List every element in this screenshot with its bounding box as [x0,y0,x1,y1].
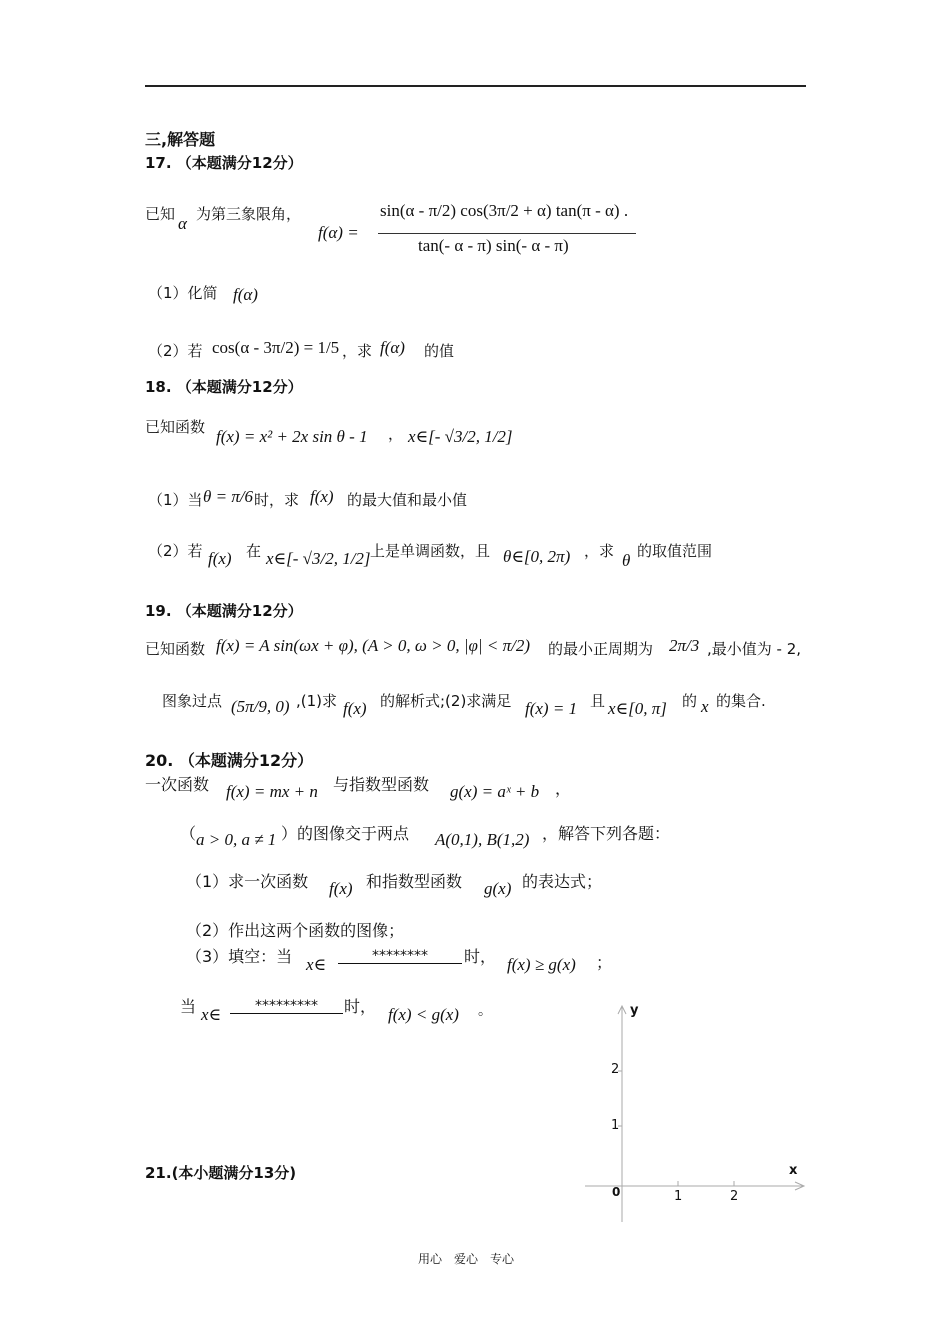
q17-fraction [378,188,638,256]
q18-part2-text: 上是单调函数，且 [370,542,491,560]
q20-part2: （2）作出这两个函数的图像； [186,921,405,940]
q20-part3-blank: ******** [338,949,462,964]
q19-func: f(x) = A sin(ωx + φ), (A > 0, ω > 0, |φ| < π/2) [216,636,530,655]
q20-part1-g: g(x) [484,879,512,898]
q18-given: 已知函数 [145,418,206,436]
q20-a-cond: a > 0, a ≠ 1 [196,830,277,849]
q18-part1-text: 时，求 [254,491,300,509]
q20-line2-a: （ [180,824,197,843]
q19-line2-d: 且 [590,692,606,710]
q17-part2-text: ，求 [342,342,373,360]
q17-given: 已知 [145,205,176,223]
q17-period: . [623,201,629,220]
origin-label: 0 [612,1185,621,1199]
q20-part1-f: f(x) [329,879,353,898]
q19-period-val: 2π/3 [669,636,700,655]
x-axis-label: x [789,1163,798,1178]
q20-line1-b: 与指数型函数 [333,775,430,794]
q20-part3-b: 时， [464,947,497,966]
q21-header: 21.(本小题满分13分) [145,1164,297,1182]
q20-line2-c: ，解答下列各题： [542,824,671,843]
q18-header: 18. （本题满分12分） [145,378,303,396]
q18-domain: x∈[- √3/2, 1/2] [408,427,513,446]
q19-line2-expr: f(x) [343,699,367,718]
q18-comma: ， [388,425,404,443]
q17-part2-end: 的值 [424,342,455,360]
q20-part1-a: （1）求一次函数 [186,872,309,891]
q20-g-def: g(x) = aˣ + b [450,782,540,801]
q17-part1-label: （1）化简 [148,284,218,302]
q18-part2-domain: x∈[- √3/2, 1/2] [266,549,371,568]
q17-part1-expr: f(α) [233,285,258,304]
section-title: 三,解答题 [145,130,216,149]
q17-denominator: tan(- α - π) sin(- α - π) [418,236,569,255]
q19-line2-f: 的集合. [716,692,766,710]
q20-part1-b: 和指数型函数 [366,872,463,891]
q19-min-text: ,最小值为 - 2, [707,640,802,658]
q17-alpha: α [178,214,187,233]
q17-f-lhs: f(α) = [318,223,359,242]
q20-line5-c: 。 [478,1003,492,1019]
q19-header: 19. （本题满分12分） [145,602,303,620]
q19-line2-cond: f(x) = 1 [525,699,578,718]
q19-line2-b: ,(1)求 [296,692,338,710]
q20-part3-a: （3）填空：当 [186,947,293,966]
q20-points: A(0,1), B(1,2) [435,830,530,849]
q20-line5-blank: ********* [230,999,343,1014]
q20-line5-x: x∈ [201,1005,222,1024]
q17-numerator: sin(α - π/2) cos(3π/2 + α) tan(π - α) [380,201,620,220]
x-tick-label-2: 2 [730,1189,739,1204]
q17-header: 17. （本题满分12分） [145,154,303,172]
q19-line2-a: 图象过点 [162,692,223,710]
q19-given: 已知函数 [145,640,206,658]
q17-part2-label: （2）若 [148,342,203,360]
q17-quadrant: 为第三象限角， [196,205,302,223]
x-tick-label-1: 1 [674,1189,683,1204]
q19-line2-e: 的 [682,692,698,710]
q20-part3-c: ； [596,953,613,972]
q17-part2-cond: cos(α - 3π/2) = 1/5 [212,338,340,357]
y-tick-label-2: 2 [611,1062,620,1077]
q17-part2-expr: f(α) [380,338,405,357]
q20-line1-a: 一次函数 [145,775,210,794]
q20-part3-ineq: f(x) ≥ g(x) [507,955,576,974]
q18-part2-in: 在 [246,542,262,560]
q18-part2-text2: ，求 [584,542,615,560]
q18-part1-cond: θ = π/6 [203,487,254,506]
q18-part2-label: （2）若 [148,542,203,560]
q18-part2-expr: f(x) [208,549,232,568]
q19-point: (5π/9, 0) [231,697,290,716]
q19-period-text: 的最小正周期为 [548,640,654,658]
q20-part3-x: x∈ [306,955,327,974]
q20-line5-ineq: f(x) < g(x) [388,1005,459,1024]
q20-line1-c: ， [555,779,572,798]
q20-line5-b: 时， [344,997,377,1016]
q18-part2-theta2: θ [622,551,631,570]
q20-line2-b: ）的图像交于两点 [281,824,410,843]
q19-line2-dom: x∈[0, π] [608,699,667,718]
q18-part1-label: （1）当 [148,491,203,509]
q20-line5-a: 当 [180,997,197,1016]
q18-part2-end: 的取值范围 [637,542,713,560]
q19-line2-x: x [701,697,709,716]
q18-part1-expr: f(x) [310,487,334,506]
q18-func: f(x) = x² + 2x sin θ - 1 [216,427,368,446]
q18-part1-end: 的最大值和最小值 [347,491,468,509]
page-footer: 用心 爱心 专心 [418,1252,515,1266]
y-axis-label: y [630,1003,639,1018]
top-rule [145,85,806,87]
q18-part2-theta: θ∈[0, 2π) [503,547,571,566]
q19-line2-c: 的解析式;(2)求满足 [380,692,512,710]
y-tick-label-1: 1 [611,1118,620,1133]
q20-part1-c: 的表达式； [522,872,603,891]
q20-header: 20. （本题满分12分） [145,751,314,770]
q20-f-def: f(x) = mx + n [226,782,318,801]
